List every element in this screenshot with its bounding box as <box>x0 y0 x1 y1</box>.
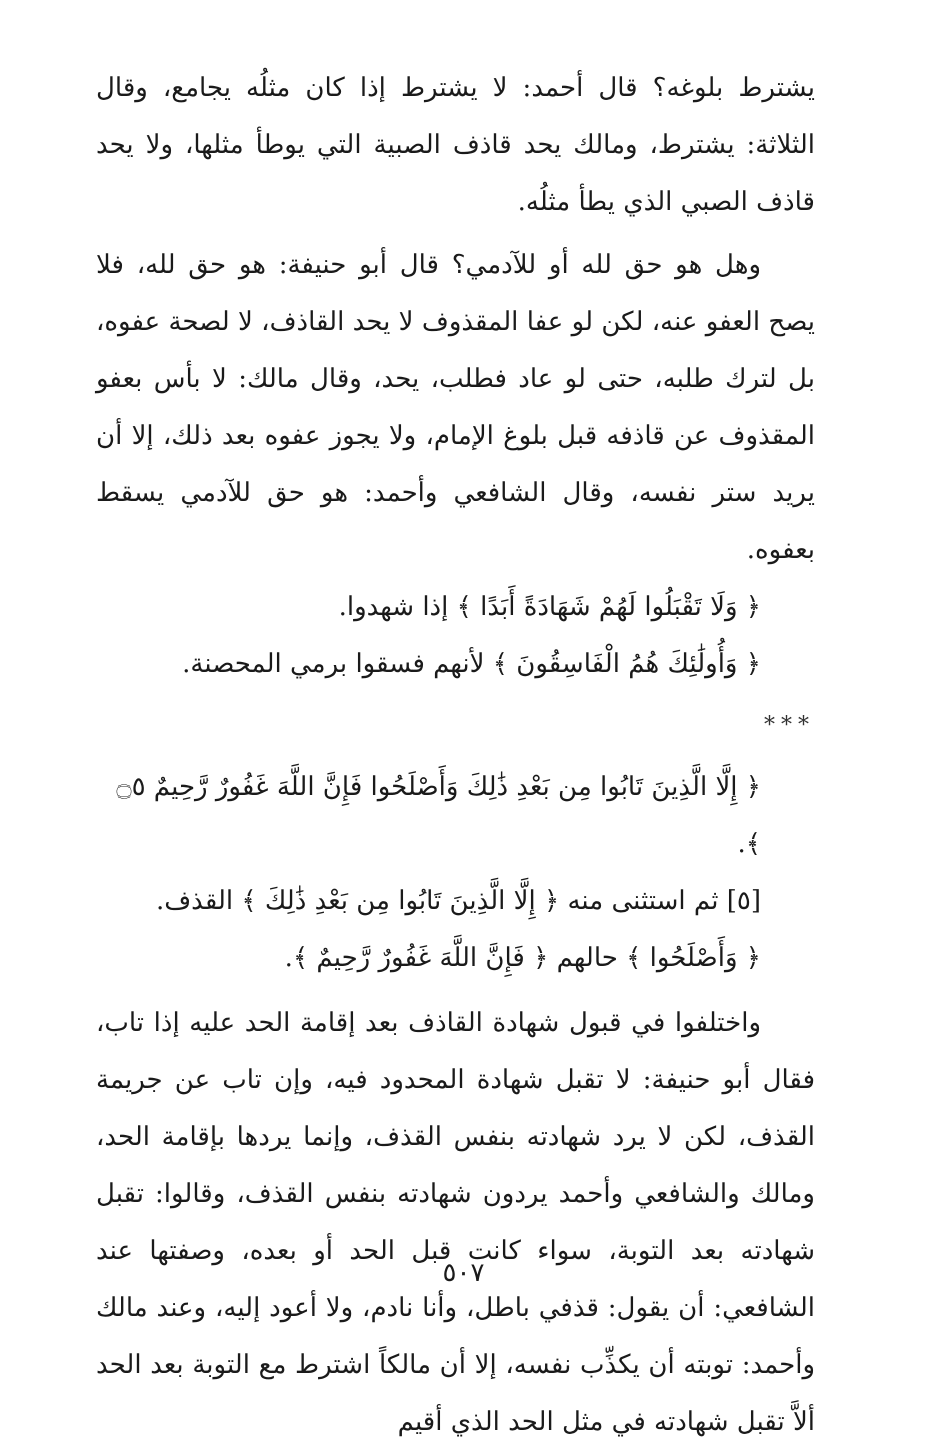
page-number: ٥٠٧ <box>442 1258 485 1288</box>
verse-line-1: ﴿ وَلَا تَقْبَلُوا لَهُمْ شَهَادَةً أَبَدًا ﴾ إذا شهدوا. <box>338 592 761 622</box>
paragraph-2: وهل هو حق لله أو للآدمي؟ قال أبو حنيفة: هو حق لله، فلا يصح العفو عنه، لكن لو عفا المقذوف لا يحد القاذف، لا لصحة عفوه، بل لترك طلبه، حتى لو عاد فطلب، يحد، وقال مالك: لا بأس بعفو المقذوف عن قاذفه قبل بلوغ الإمام، ولا يجوز عفوه بعد ذلك، إلا أن يريد ستر نفسه، وقال الشافعي وأحمد: هو حق للآدمي يسقط بعفوه. <box>96 250 815 565</box>
section-separator: *** <box>764 713 815 738</box>
verse-line-3: ﴿ إِلَّا الَّذِينَ تَابُوا مِن بَعْدِ ذَٰلِكَ وَأَصْلَحُوا فَإِنَّ اللَّهَ غَفُورٌ رَّحِيمٌ ۝٥ ﴾. <box>116 772 761 859</box>
body-text <box>96 60 815 1451</box>
verse-line-5: ﴿ وَأَصْلَحُوا ﴾ حالهم ﴿ فَإِنَّ اللَّهَ غَفُورٌ رَّحِيمٌ ﴾. <box>284 943 761 973</box>
paragraph-1: يشترط بلوغه؟ قال أحمد: لا يشترط إذا كان مثلُه يجامع، وقال الثلاثة: يشترط، ومالك يحد قاذف الصبية التي يوطأ مثلها، ولا يحد قاذف الصبي الذي يطأ مثلُه. <box>96 73 815 217</box>
verse-line-4: [٥] ثم استثنى منه ﴿ إِلَّا الَّذِينَ تَابُوا مِن بَعْدِ ذَٰلِكَ ﴾ القذف. <box>155 886 761 916</box>
paragraph-3: واختلفوا في قبول شهادة القاذف بعد إقامة الحد عليه إذا تاب، فقال أبو حنيفة: لا تقبل شهادة المحدود فيه، وإن تاب عن جريمة القذف، لكن لا يرد شهادته بنفس القذف، وإنما يردها بإقامة الحد، ومالك والشافعي وأحمد يردون شهادته بنفس القذف، وقالوا: تقبل شهادته بعد التوبة، سواء كانت قبل الحد أو بعده، وصفتها عند الشافعي: أن يقول: قذفي باطل، وأنا نادم، ولا أعود إليه، وعند مالك وأحمد: توبته أن يكذِّب نفسه، إلا أن مالكاً اشترط مع التوبة بعد الحد ألاَّ تقبل شهادته في مثل الحد الذي أقيم <box>96 1008 815 1437</box>
verse-line-2: ﴿ وَأُولَٰئِكَ هُمُ الْفَاسِقُونَ ﴾ لأنهم فسقوا برمي المحصنة. <box>182 649 761 679</box>
